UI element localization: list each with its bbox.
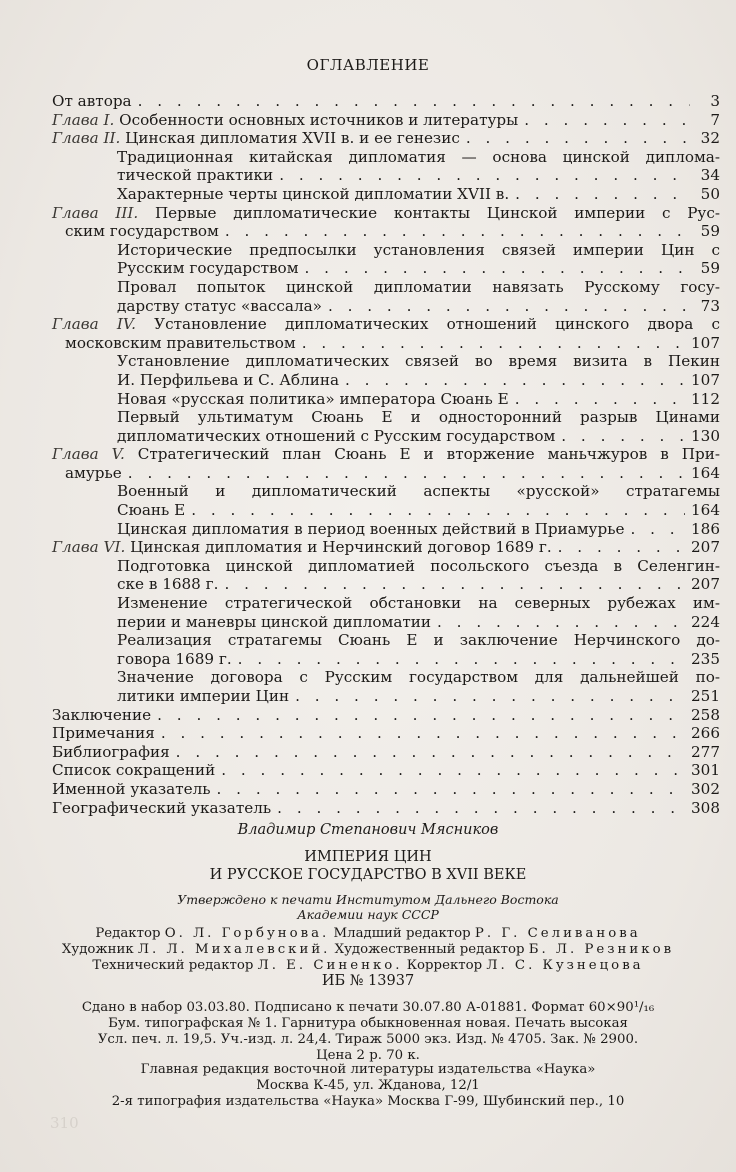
toc-page-number: 7 bbox=[710, 110, 720, 129]
toc-entry bbox=[52, 390, 720, 409]
toc-entry-text: Изменение стратегической обстановки на северных рубежах им- bbox=[117, 594, 720, 613]
credit-name: О. Л. Горбунова. bbox=[164, 926, 330, 941]
book-title-line1: ИМПЕРИЯ ЦИН bbox=[304, 849, 432, 865]
dot-leader bbox=[138, 92, 690, 111]
toc-entry-text: Традиционная китайская дипломатия — основа цинской диплома- bbox=[117, 147, 720, 166]
page-number: 310 bbox=[50, 1114, 79, 1132]
dot-leader bbox=[221, 761, 685, 780]
toc-page-number: 130 bbox=[691, 426, 720, 445]
toc-entry-text: Глава V. Стратегический план Сюань Е и вторжение маньчжуров в При- bbox=[52, 445, 720, 464]
toc-page-number: 251 bbox=[691, 687, 720, 705]
toc-entry bbox=[52, 482, 720, 519]
book-author: Владимир Степанович Мясников bbox=[237, 822, 499, 838]
toc-entry bbox=[52, 92, 720, 111]
dot-leader bbox=[437, 613, 685, 632]
credit-role: Технический редактор bbox=[92, 958, 254, 973]
toc-entry bbox=[52, 538, 720, 557]
chapter-prefix: Глава II. bbox=[52, 129, 126, 148]
toc-entry-text: Именной указатель bbox=[52, 779, 211, 798]
dot-leader bbox=[305, 259, 690, 278]
imprint-line: Цена 2 р. 70 к. bbox=[316, 1048, 420, 1063]
toc-entry bbox=[52, 557, 720, 594]
dot-leader bbox=[630, 520, 685, 539]
credit-role: Младший редактор bbox=[333, 926, 471, 941]
toc-title: ОГЛАВЛЕНИЕ bbox=[306, 56, 430, 74]
toc-entry-text: Новая «русская политика» императора Сюань Е bbox=[117, 389, 509, 408]
approval-note bbox=[0, 892, 736, 922]
toc-page-number: 3 bbox=[710, 92, 720, 110]
toc-entry bbox=[52, 724, 720, 743]
dot-leader bbox=[224, 575, 685, 594]
dot-leader bbox=[128, 464, 685, 483]
dot-leader bbox=[302, 334, 685, 353]
dot-leader bbox=[191, 501, 685, 520]
toc-page-number: 308 bbox=[691, 798, 720, 817]
toc-entry bbox=[52, 315, 720, 352]
toc-entry-text: Список сокращений bbox=[52, 761, 216, 780]
toc-entry bbox=[52, 278, 720, 315]
toc-entry-text: амурье bbox=[65, 463, 122, 482]
imprint-details bbox=[0, 1000, 736, 1064]
credit-name: Л. Л. Михалевский. bbox=[137, 942, 331, 957]
toc-page-number: 207 bbox=[691, 538, 720, 557]
credit-role: Корректор bbox=[406, 958, 483, 973]
toc-entry-text: ске в 1688 г. bbox=[117, 575, 219, 594]
toc-entry-text: Цинская дипломатия в период военных действий в Приамурье bbox=[117, 519, 625, 538]
toc-entry-text: Библиография bbox=[52, 742, 170, 761]
toc-page-number: 107 bbox=[691, 370, 720, 389]
toc-entry-text: Глава I. Особенности основных источников и литературы bbox=[52, 110, 519, 129]
toc-entry bbox=[52, 761, 720, 780]
imprint-line: Сдано в набор 03.03.80. Подписано к печати 30.07.80 А-01881. Формат 60×90¹/₁₆ bbox=[81, 1000, 655, 1015]
toc-page-number: 32 bbox=[700, 129, 720, 148]
toc-entry-text: Примечания bbox=[52, 724, 155, 743]
toc-page-number: 164 bbox=[691, 501, 720, 520]
chapter-prefix: Глава III. bbox=[52, 203, 155, 222]
toc-entry bbox=[52, 631, 720, 668]
approval-line1: Утверждено к печати Институтом Дальнего Востока bbox=[177, 892, 559, 907]
toc-entry-text: говора 1689 г. bbox=[117, 649, 232, 668]
toc-entry bbox=[52, 706, 720, 725]
dot-leader bbox=[515, 185, 690, 204]
toc-page-number: 73 bbox=[700, 296, 720, 315]
toc-entry-text: Глава IV. Установление дипломатических отношений цинского двора с bbox=[52, 315, 720, 334]
toc-entry-text: ским государством bbox=[65, 222, 219, 241]
credit-row bbox=[0, 942, 736, 958]
toc-page-number: 302 bbox=[691, 779, 720, 798]
approval-line2: Академии наук СССР bbox=[297, 907, 439, 922]
toc-entry-text: литики империи Цин bbox=[117, 687, 290, 705]
credit-row bbox=[0, 958, 736, 974]
toc-entry-text: московским правительством bbox=[65, 333, 296, 352]
dot-leader bbox=[515, 390, 685, 409]
table-of-contents bbox=[52, 92, 720, 817]
toc-entry-text: Подготовка цинской дипломатией посольского съезда в Селенгин- bbox=[117, 556, 720, 575]
dot-leader bbox=[277, 799, 685, 818]
toc-entry bbox=[52, 204, 720, 241]
toc-entry-text: Исторические предпосылки установления связей империи Цин с bbox=[117, 240, 720, 259]
chapter-prefix: Глава I. bbox=[52, 110, 120, 129]
toc-entry bbox=[52, 780, 720, 799]
toc-page-number: 301 bbox=[691, 761, 720, 780]
dot-leader bbox=[295, 687, 685, 706]
toc-entry-text: перии и маневры цинской дипломатии bbox=[117, 612, 432, 631]
toc-entry bbox=[52, 148, 720, 185]
toc-entry-text: Глава VI. Цинская дипломатия и Нерчинский договор 1689 г. bbox=[52, 538, 552, 557]
dot-leader bbox=[161, 724, 685, 743]
dot-leader bbox=[157, 706, 685, 725]
book-title bbox=[0, 848, 736, 884]
credit-name: Б. Л. Резников bbox=[528, 942, 675, 957]
chapter-prefix: Глава VI. bbox=[52, 538, 131, 557]
dot-leader bbox=[217, 780, 685, 799]
dot-leader bbox=[328, 297, 690, 316]
toc-entry bbox=[52, 799, 720, 818]
toc-page-number: 186 bbox=[691, 519, 720, 538]
toc-entry-text: тической практики bbox=[117, 166, 274, 185]
toc-page-number: 107 bbox=[691, 333, 720, 352]
credit-name: Л. Е. Синенко. bbox=[257, 958, 403, 973]
toc-entry bbox=[52, 241, 720, 278]
toc-entry bbox=[52, 668, 720, 705]
toc-page-number: 164 bbox=[691, 463, 720, 482]
dot-leader bbox=[561, 427, 685, 446]
toc-page-number: 266 bbox=[691, 724, 720, 743]
toc-entry-text: Сюань Е bbox=[117, 501, 186, 520]
toc-page-number: 34 bbox=[700, 166, 720, 185]
toc-entry-text: Первый ультиматум Сюань Е и односторонний разрыв Цинами bbox=[117, 408, 720, 427]
toc-entry bbox=[52, 129, 720, 148]
toc-page-number: 235 bbox=[691, 649, 720, 668]
dot-leader bbox=[466, 129, 690, 148]
toc-entry-text: Характерные черты цинской дипломатии XVII в. bbox=[117, 184, 510, 203]
printer-info: 2-я типография издательства «Наука» Москва Г-99, Шубинский пер., 10 bbox=[111, 1094, 625, 1109]
toc-entry-text: Значение договора с Русским государством для дальнейшей по- bbox=[117, 668, 720, 687]
toc-entry-text: Географический указатель bbox=[52, 798, 272, 817]
toc-page-number: 224 bbox=[691, 612, 720, 631]
toc-entry bbox=[52, 445, 720, 482]
toc-entry-text: Военный и дипломатический аспекты «русской» стратагемы bbox=[117, 482, 720, 501]
imprint-line: Бум. типографская № 1. Гарнитура обыкновенная новая. Печать высокая bbox=[108, 1016, 628, 1031]
book-title-line2: И РУССКОЕ ГОСУДАРСТВО В XVII ВЕКЕ bbox=[209, 867, 527, 883]
dot-leader bbox=[176, 743, 685, 762]
chapter-prefix: Глава V. bbox=[52, 445, 138, 464]
imprint-line: Усл. печ. л. 19,5. Уч.-изд. л. 24,4. Тираж 5000 экз. Изд. № 4705. Зак. № 2900. bbox=[97, 1032, 639, 1047]
dot-leader bbox=[345, 371, 685, 390]
dot-leader bbox=[558, 538, 685, 557]
dot-leader bbox=[225, 222, 690, 241]
toc-entry bbox=[52, 185, 720, 204]
toc-entry bbox=[52, 111, 720, 130]
credit-role: Художественный редактор bbox=[334, 942, 525, 957]
publisher-line1: Главная редакция восточной литературы издательства «Наука» bbox=[140, 1062, 596, 1077]
toc-entry-text: От автора bbox=[52, 92, 132, 110]
toc-entry-text: Заключение bbox=[52, 705, 152, 724]
ib-number: ИБ № 13937 bbox=[321, 973, 415, 989]
toc-page-number: 59 bbox=[700, 259, 720, 278]
toc-page-number: 59 bbox=[700, 222, 720, 241]
toc-page-number: 112 bbox=[691, 389, 720, 408]
toc-entry-text: Глава III. Первые дипломатические контакты Цинской империи с Рус- bbox=[52, 203, 720, 222]
dot-leader bbox=[238, 650, 685, 669]
credit-row bbox=[0, 926, 736, 942]
credit-name: Р. Г. Селиванова bbox=[474, 926, 641, 941]
dot-leader bbox=[524, 111, 690, 130]
toc-entry-text: Провал попыток цинской дипломатии навязать Русскому госу- bbox=[117, 277, 720, 296]
toc-page-number: 277 bbox=[691, 742, 720, 761]
publisher-line2: Москва К-45, ул. Жданова, 12/1 bbox=[256, 1078, 480, 1093]
publisher-info bbox=[0, 1062, 736, 1094]
dot-leader bbox=[279, 166, 690, 185]
toc-entry bbox=[52, 594, 720, 631]
toc-entry-text: Русским государством bbox=[117, 259, 299, 278]
toc-entry-text: Установление дипломатических связей во время визита в Пекин bbox=[117, 352, 720, 371]
toc-page-number: 50 bbox=[700, 184, 720, 203]
toc-entry bbox=[52, 743, 720, 762]
staff-credits bbox=[0, 926, 736, 974]
toc-page-number: 258 bbox=[691, 705, 720, 724]
credit-role: Редактор bbox=[95, 926, 161, 941]
toc-entry-text: Глава II. Цинская дипломатия XVII в. и ее генезис bbox=[52, 129, 460, 148]
toc-entry-text: дарству статус «вассала» bbox=[117, 296, 322, 315]
credit-role: Художник bbox=[61, 942, 134, 957]
toc-entry bbox=[52, 352, 720, 389]
toc-entry bbox=[52, 520, 720, 539]
chapter-prefix: Глава IV. bbox=[52, 315, 155, 334]
toc-entry-text: дипломатических отношений с Русским государством bbox=[117, 426, 556, 445]
toc-page-number: 207 bbox=[691, 575, 720, 594]
toc-entry-text: Реализация стратагемы Сюань Е и заключение Нерчинского до- bbox=[117, 631, 720, 650]
credit-name: Л. С. Кузнецова bbox=[486, 958, 644, 973]
toc-entry-text: И. Перфильева и С. Аблина bbox=[117, 370, 340, 389]
toc-entry bbox=[52, 408, 720, 445]
